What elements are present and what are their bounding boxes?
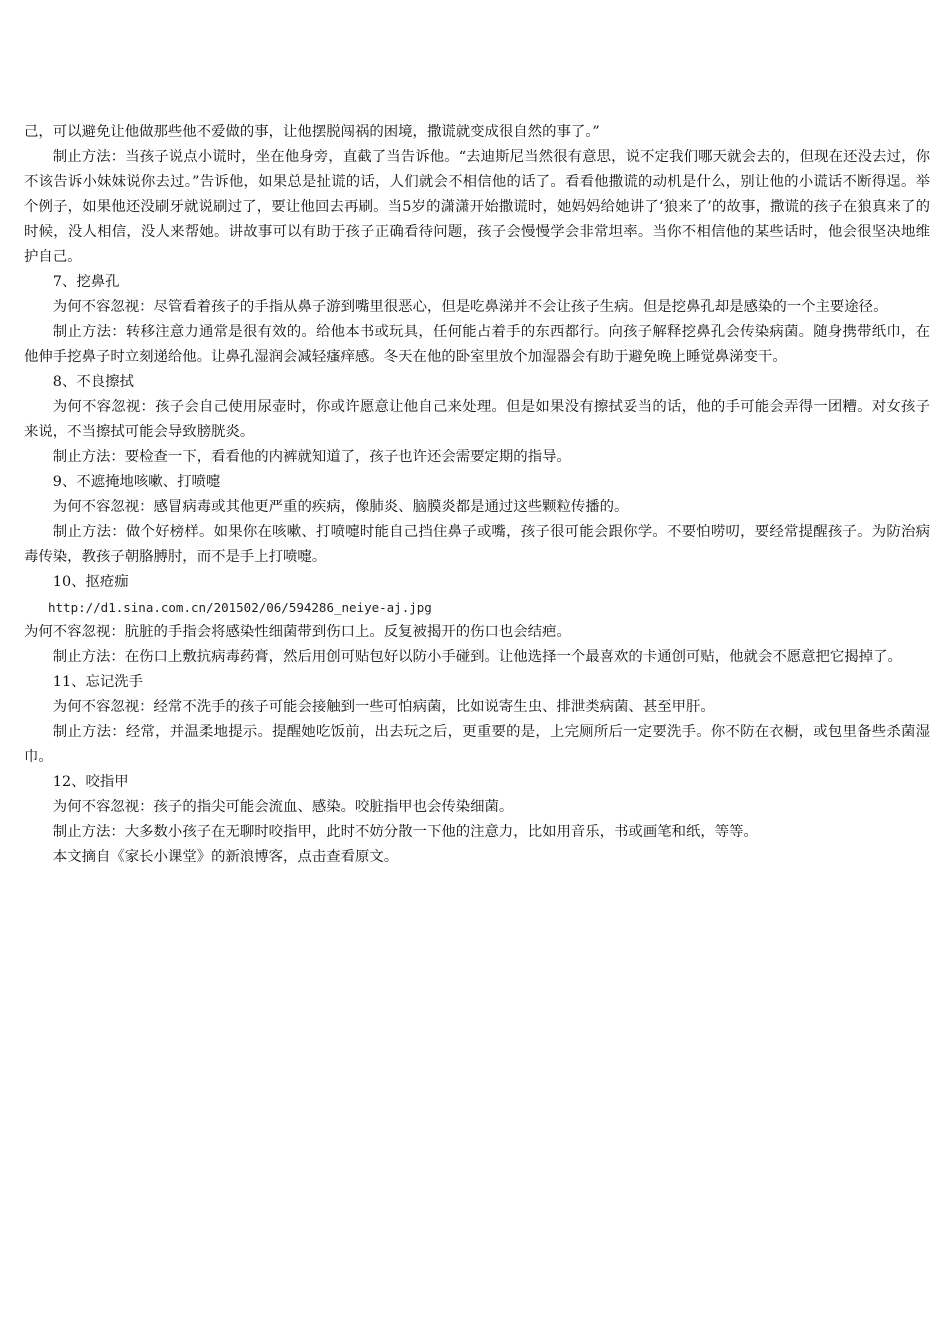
- paragraph-nose-picking-reason: 为何不容忽视：尽管看着孩子的手指从鼻子游到嘴里很恶心，但是吃鼻涕并不会让孩子生病。但是挖鼻孔却是感染的一个主要途径。: [52, 299, 888, 315]
- image-url-link[interactable]: http://d1.sina.com.cn/201502/06/594286_neiye-aj.jpg: [48, 600, 432, 615]
- paragraph-lying-conclusion: 己，可以避免让他做那些他不爱做的事，让他摆脱闯祸的困境，撒谎就变成很自然的事了。”: [24, 124, 600, 140]
- section-heading-nail-biting: 12、咬指甲: [52, 774, 129, 790]
- source-attribution[interactable]: 本文摘自《家长小课堂》的新浪博客，点击查看原文。: [52, 849, 399, 865]
- paragraph-lying-method: 制止方法：当孩子说点小谎时，坐在他身旁，直截了当告诉他。“去迪斯尼当然很有意思，说不定我们哪天就会去的，但现在还没去过，你不该告诉小妹妹说你去过。”告诉他，如果总是扯谎的话，人们就会不相信他的话了。看看他撒谎的动机是什么，别让他的小谎话不断得逞。举个例子，如果他还没刷牙就说刷过了，要让他回去再刷。当5岁的潇潇开始撒谎时，她妈妈给她讲了‘狼来了’的故事，撒谎的孩子在狼真来了的时候，没人相信，没人来帮她。讲故事可以有助于孩子正确看待问题，孩子会慢慢学会非常坦率。当你不相信他的某些话时，他会很坚决地维护自己。: [24, 149, 930, 265]
- document-body: [24, 120, 930, 870]
- paragraph-nail-biting-reason: 为何不容忽视：孩子的指尖可能会流血、感染。咬脏指甲也会传染细菌。: [52, 799, 514, 815]
- paragraph-scab-picking-reason: 为何不容忽视：肮脏的手指会将感染性细菌带到伤口上。反复被揭开的伤口也会结疤。: [24, 624, 571, 640]
- paragraph-hand-washing-reason: 为何不容忽视：经常不洗手的孩子可能会接触到一些可怕病菌，比如说寄生虫、排泄类病菌、甚至甲肝。: [52, 699, 715, 715]
- paragraph-poor-wiping-reason: 为何不容忽视：孩子会自己使用尿壶时，你或许愿意让他自己来处理。但是如果没有擦拭妥当的话，他的手可能会弄得一团糟。对女孩子来说，不当擦拭可能会导致膀胱炎。: [24, 399, 930, 440]
- paragraph-nose-picking-method: 制止方法：转移注意力通常是很有效的。给他本书或玩具，任何能占着手的东西都行。向孩子解释挖鼻孔会传染病菌。随身携带纸巾，在他伸手挖鼻子时立刻递给他。让鼻孔湿润会减轻瘙痒感。冬天在他的卧室里放个加湿器会有助于避免晚上睡觉鼻涕变干。: [24, 324, 930, 365]
- paragraph-scab-picking-method: 制止方法：在伤口上敷抗病毒药膏，然后用创可贴包好以防小手碰到。让他选择一个最喜欢的卡通创可贴，他就会不愿意把它揭掉了。: [52, 649, 902, 665]
- section-heading-poor-wiping: 8、不良擦拭: [52, 374, 134, 390]
- paragraph-poor-wiping-method: 制止方法：要检查一下，看看他的内裤就知道了，孩子也许还会需要定期的指导。: [52, 449, 571, 465]
- paragraph-hand-washing-method: 制止方法：经常，并温柔地提示。提醒她吃饭前，出去玩之后，更重要的是，上完厕所后一定要洗手。你不防在衣橱，或包里备些杀菌湿巾。: [24, 724, 930, 765]
- section-heading-scab-picking: 10、抠疮痂: [52, 574, 129, 590]
- paragraph-nail-biting-method: 制止方法：大多数小孩子在无聊时咬指甲，此时不妨分散一下他的注意力，比如用音乐，书或画笔和纸，等等。: [52, 824, 758, 840]
- section-heading-coughing: 9、不遮掩地咳嗽、打喷嚏: [52, 474, 221, 490]
- paragraph-coughing-method: 制止方法：做个好榜样。如果你在咳嗽、打喷嚏时能自己挡住鼻子或嘴，孩子很可能会跟你学。不要怕唠叨，要经常提醒孩子。为防治病毒传染，教孩子朝胳膊肘，而不是手上打喷嚏。: [24, 524, 930, 565]
- paragraph-coughing-reason: 为何不容忽视：感冒病毒或其他更严重的疾病，像肺炎、脑膜炎都是通过这些颗粒传播的。: [52, 499, 629, 515]
- section-heading-nose-picking: 7、挖鼻孔: [52, 274, 120, 290]
- section-heading-hand-washing: 11、忘记洗手: [52, 674, 144, 690]
